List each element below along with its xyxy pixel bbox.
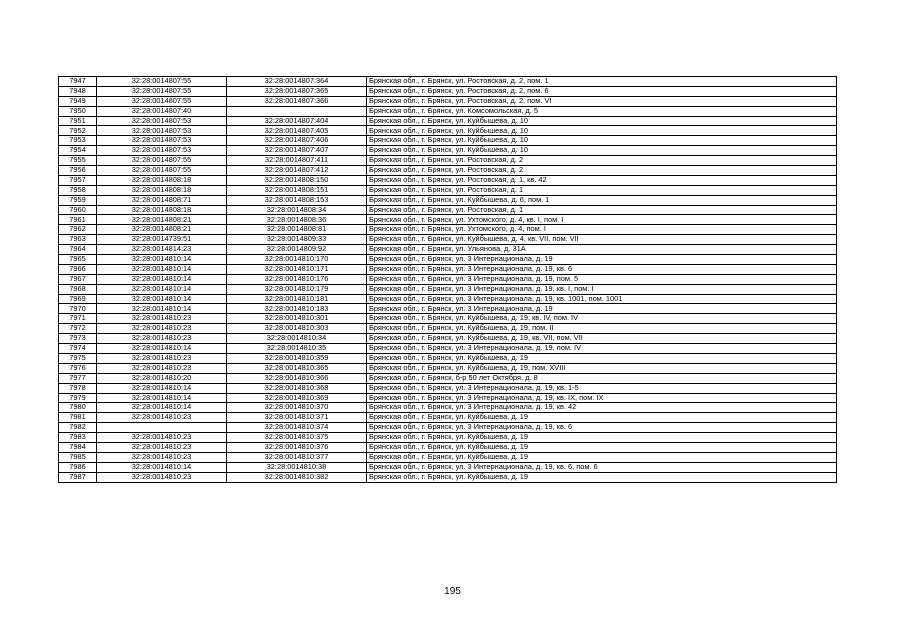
object-number-cell: 32:28:0014808:151 [227,185,367,195]
parcel-number-cell: 32:28:0014808:71 [97,195,227,205]
object-number-cell: 32:28:0014807:405 [227,126,367,136]
table-row [59,274,837,284]
address-cell: Брянская обл., г. Брянск, ул. Ростовская, д. 2 [367,156,837,166]
parcel-number-cell: 32:28:0014810:14 [97,383,227,393]
parcel-number-cell [97,423,227,433]
address-cell: Брянская обл., г. Брянск, ул. Куйбышева, д. 19, пом. II [367,324,837,334]
address-cell: Брянская обл., г. Брянск, ул. Куйбышева, д. 19 [367,452,837,462]
address-cell: Брянская обл., г. Брянск, ул. Ростовская, д. 2, пом. 6 [367,86,837,96]
parcel-number-cell: 32:28:0014810:23 [97,353,227,363]
table-row [59,86,837,96]
object-number-cell: 32:28:0014810:183 [227,304,367,314]
row-number-cell: 7970 [59,304,97,314]
row-number-cell: 7961 [59,215,97,225]
address-cell: Брянская обл., г. Брянск, ул. Ростовская, д. 2 [367,166,837,176]
row-number-cell: 7986 [59,462,97,472]
table-row [59,353,837,363]
row-number-cell: 7968 [59,284,97,294]
address-cell: Брянская обл., г. Брянск, ул. Ухтомского, д. 4, пом. I [367,225,837,235]
parcel-number-cell: 32:28:0014807:55 [97,156,227,166]
object-number-cell: 32:28:0014807:412 [227,166,367,176]
table-row [59,393,837,403]
parcel-number-cell: 32:28:0014810:14 [97,403,227,413]
table-row [59,264,837,274]
address-cell: Брянская обл., г. Брянск, ул. Куйбышева, д. 10 [367,116,837,126]
table-row [59,185,837,195]
table-row [59,255,837,265]
row-number-cell: 7952 [59,126,97,136]
row-number-cell: 7984 [59,442,97,452]
address-cell: Брянская обл., г. Брянск, ул. Куйбышева, д. 19 [367,433,837,443]
object-number-cell: 32:28:0014810:181 [227,294,367,304]
address-cell: Брянская обл., г. Брянск, ул. Комсомольская, д. 5 [367,106,837,116]
table-row [59,156,837,166]
row-number-cell: 7983 [59,433,97,443]
address-cell: Брянская обл., г. Брянск, ул. Куйбышева, д. 19 [367,413,837,423]
parcel-number-cell: 32:28:0014810:14 [97,274,227,284]
object-number-cell: 32:28:0014810:171 [227,264,367,274]
table-row [59,452,837,462]
parcel-number-cell: 32:28:0014810:23 [97,363,227,373]
object-number-cell: 32:28:0014810:368 [227,383,367,393]
parcel-number-cell: 32:28:0014810:23 [97,442,227,452]
row-number-cell: 7978 [59,383,97,393]
address-cell: Брянская обл., г. Брянск, ул. Ухтомского, д. 4, кв. I, пом. I [367,215,837,225]
address-cell: Брянская обл., г. Брянск, ул. 3 Интернационала, д. 19 [367,304,837,314]
object-number-cell: 32:28:0014807:411 [227,156,367,166]
object-number-cell: 32:28:0014810:170 [227,255,367,265]
table-row [59,166,837,176]
object-number-cell: 32:28:0014810:303 [227,324,367,334]
table-row [59,433,837,443]
row-number-cell: 7951 [59,116,97,126]
address-cell: Брянская обл., г. Брянск, ул. Куйбышева, д. 10 [367,136,837,146]
address-cell: Брянская обл., г. Брянск, ул. Куйбышева, д. 10 [367,146,837,156]
table-row [59,413,837,423]
table-row [59,363,837,373]
address-cell: Брянская обл., г. Брянск, ул. Ульянова, д. 31А [367,245,837,255]
table-row [59,245,837,255]
address-cell: Брянская обл., г. Брянск, ул. Ростовская, д. 2, пом. 1 [367,77,837,87]
table-row [59,106,837,116]
row-number-cell: 7985 [59,452,97,462]
address-cell: Брянская обл., г. Брянск, б-р 50 лет Октября, д. 8 [367,373,837,383]
table-row [59,126,837,136]
row-number-cell: 7953 [59,136,97,146]
table-row [59,235,837,245]
object-number-cell: 32:28:0014810:35 [227,344,367,354]
address-cell: Брянская обл., г. Брянск, ул. Куйбышева, д. 19, кв. VII, пом. VII [367,334,837,344]
parcel-number-cell: 32:28:0014810:20 [97,373,227,383]
row-number-cell: 7948 [59,86,97,96]
address-cell: Брянская обл., г. Брянск, ул. 3 Интернационала, д. 19, пом. 5 [367,274,837,284]
object-number-cell: 32:28:0014810:375 [227,433,367,443]
row-number-cell: 7972 [59,324,97,334]
object-number-cell: 32:28:0014810:374 [227,423,367,433]
row-number-cell: 7966 [59,264,97,274]
registry-table [58,76,837,483]
address-cell: Брянская обл., г. Брянск, ул. Куйбышева, д. 19 [367,442,837,452]
parcel-number-cell: 32:28:0014808:18 [97,205,227,215]
address-cell: Брянская обл., г. Брянск, ул. 3 Интернационала, д. 19 [367,255,837,265]
row-number-cell: 7967 [59,274,97,284]
table-row [59,77,837,87]
address-cell: Брянская обл., г. Брянск, ул. 3 Интернационала, д. 19, кв. I, пом. I [367,284,837,294]
object-number-cell: 32:28:0014810:301 [227,314,367,324]
address-cell: Брянская обл., г. Брянск, ул. Куйбышева, д. 10 [367,126,837,136]
object-number-cell: 32:28:0014807:407 [227,146,367,156]
object-number-cell: 32:28:0014810:359 [227,353,367,363]
object-number-cell: 32:28:0014810:369 [227,393,367,403]
address-cell: Брянская обл., г. Брянск, ул. Ростовская, д. 2, пом. VI [367,96,837,106]
object-number-cell: 32:28:0014807:404 [227,116,367,126]
address-cell: Брянская обл., г. Брянск, ул. Ростовская, д. 1 [367,185,837,195]
parcel-number-cell: 32:28:0014810:14 [97,264,227,274]
row-number-cell: 7981 [59,413,97,423]
table-row [59,314,837,324]
row-number-cell: 7958 [59,185,97,195]
parcel-number-cell: 32:28:0014739:51 [97,235,227,245]
address-cell: Брянская обл., г. Брянск, ул. 3 Интернационала, д. 19, кв. 6 [367,264,837,274]
table-row [59,304,837,314]
table-row [59,423,837,433]
address-cell: Брянская обл., г. Брянск, ул. Куйбышева, д. 6, пом. 1 [367,195,837,205]
object-number-cell: 32:28:0014808:150 [227,175,367,185]
parcel-number-cell: 32:28:0014810:14 [97,462,227,472]
row-number-cell: 7963 [59,235,97,245]
row-number-cell: 7956 [59,166,97,176]
object-number-cell: 32:28:0014807:406 [227,136,367,146]
row-number-cell: 7950 [59,106,97,116]
registry-table-body [59,77,837,483]
parcel-number-cell: 32:28:0014807:53 [97,146,227,156]
address-cell: Брянская обл., г. Брянск, ул. 3 Интернационала, д. 19, кв. IX, пом. IX [367,393,837,403]
parcel-number-cell: 32:28:0014810:14 [97,294,227,304]
parcel-number-cell: 32:28:0014807:53 [97,126,227,136]
parcel-number-cell: 32:28:0014814:23 [97,245,227,255]
parcel-number-cell: 32:28:0014810:14 [97,304,227,314]
object-number-cell: 32:28:0014809:33 [227,235,367,245]
row-number-cell: 7955 [59,156,97,166]
object-number-cell: 32:28:0014808:34 [227,205,367,215]
object-number-cell [227,106,367,116]
row-number-cell: 7965 [59,255,97,265]
parcel-number-cell: 32:28:0014807:55 [97,96,227,106]
row-number-cell: 7974 [59,344,97,354]
parcel-number-cell: 32:28:0014807:40 [97,106,227,116]
address-cell: Брянская обл., г. Брянск, ул. 3 Интернационала, д. 19, кв. 6 [367,423,837,433]
parcel-number-cell: 32:28:0014808:18 [97,185,227,195]
table-row [59,146,837,156]
parcel-number-cell: 32:28:0014807:55 [97,166,227,176]
parcel-number-cell: 32:28:0014808:21 [97,215,227,225]
parcel-number-cell: 32:28:0014808:21 [97,225,227,235]
object-number-cell: 32:28:0014807:364 [227,77,367,87]
parcel-number-cell: 32:28:0014810:23 [97,334,227,344]
object-number-cell: 32:28:0014807:365 [227,86,367,96]
table-row [59,116,837,126]
parcel-number-cell: 32:28:0014810:23 [97,472,227,482]
table-row [59,284,837,294]
object-number-cell: 32:28:0014810:176 [227,274,367,284]
parcel-number-cell: 32:28:0014807:53 [97,116,227,126]
page-number: 195 [444,586,461,597]
object-number-cell: 32:28:0014810:371 [227,413,367,423]
address-cell: Брянская обл., г. Брянск, ул. Ростовская, д. 1 [367,205,837,215]
address-cell: Брянская обл., г. Брянск, ул. 3 Интернационала, д. 19, кв. 42 [367,403,837,413]
address-cell: Брянская обл., г. Брянск, ул. Куйбышева, д. 19, кв. IV, пом. IV [367,314,837,324]
table-row [59,462,837,472]
table-row [59,175,837,185]
address-cell: Брянская обл., г. Брянск, ул. Куйбышева, д. 19 [367,472,837,482]
table-row [59,136,837,146]
row-number-cell: 7975 [59,353,97,363]
address-cell: Брянская обл., г. Брянск, ул. Куйбышева, д. 4, кв. VII, пом. VII [367,235,837,245]
parcel-number-cell: 32:28:0014810:23 [97,413,227,423]
table-row [59,334,837,344]
parcel-number-cell: 32:28:0014807:55 [97,86,227,96]
address-cell: Брянская обл., г. Брянск, ул. 3 Интернационала, д. 19, кв. 1-5 [367,383,837,393]
table-row [59,373,837,383]
object-number-cell: 32:28:0014810:377 [227,452,367,462]
object-number-cell: 32:28:0014808:36 [227,215,367,225]
row-number-cell: 7971 [59,314,97,324]
row-number-cell: 7962 [59,225,97,235]
table-row [59,96,837,106]
table-row [59,472,837,482]
object-number-cell: 32:28:0014810:376 [227,442,367,452]
object-number-cell: 32:28:0014810:366 [227,373,367,383]
row-number-cell: 7973 [59,334,97,344]
row-number-cell: 7969 [59,294,97,304]
row-number-cell: 7949 [59,96,97,106]
object-number-cell: 32:28:0014810:370 [227,403,367,413]
row-number-cell: 7979 [59,393,97,403]
parcel-number-cell: 32:28:0014810:23 [97,314,227,324]
parcel-number-cell: 32:28:0014807:53 [97,136,227,146]
table-row [59,383,837,393]
parcel-number-cell: 32:28:0014810:23 [97,324,227,334]
parcel-number-cell: 32:28:0014810:14 [97,255,227,265]
table-row [59,195,837,205]
parcel-number-cell: 32:28:0014808:18 [97,175,227,185]
row-number-cell: 7960 [59,205,97,215]
row-number-cell: 7947 [59,77,97,87]
object-number-cell: 32:28:0014810:34 [227,334,367,344]
object-number-cell: 32:28:0014808:153 [227,195,367,205]
table-row [59,324,837,334]
table-row [59,215,837,225]
row-number-cell: 7980 [59,403,97,413]
row-number-cell: 7959 [59,195,97,205]
parcel-number-cell: 32:28:0014810:14 [97,284,227,294]
address-cell: Брянская обл., г. Брянск, ул. 3 Интернационала, д. 19, пом. IV [367,344,837,354]
table-row [59,225,837,235]
parcel-number-cell: 32:28:0014810:14 [97,344,227,354]
row-number-cell: 7987 [59,472,97,482]
parcel-number-cell: 32:28:0014810:23 [97,452,227,462]
object-number-cell: 32:28:0014810:365 [227,363,367,373]
object-number-cell: 32:28:0014810:179 [227,284,367,294]
table-row [59,294,837,304]
object-number-cell: 32:28:0014810:38 [227,462,367,472]
row-number-cell: 7957 [59,175,97,185]
table-row [59,205,837,215]
object-number-cell: 32:28:0014810:382 [227,472,367,482]
row-number-cell: 7977 [59,373,97,383]
row-number-cell: 7982 [59,423,97,433]
address-cell: Брянская обл., г. Брянск, ул. Куйбышева, д. 19, пом. XVIII [367,363,837,373]
address-cell: Брянская обл., г. Брянск, ул. Куйбышева, д. 19 [367,353,837,363]
row-number-cell: 7964 [59,245,97,255]
row-number-cell: 7976 [59,363,97,373]
row-number-cell: 7954 [59,146,97,156]
table-row [59,344,837,354]
object-number-cell: 32:28:0014807:366 [227,96,367,106]
parcel-number-cell: 32:28:0014810:23 [97,433,227,443]
object-number-cell: 32:28:0014809:92 [227,245,367,255]
object-number-cell: 32:28:0014808:81 [227,225,367,235]
table-row [59,442,837,452]
table-row [59,403,837,413]
parcel-number-cell: 32:28:0014807:55 [97,77,227,87]
address-cell: Брянская обл., г. Брянск, ул. 3 Интернационала, д. 19, кв. 6, пом. 6 [367,462,837,472]
address-cell: Брянская обл., г. Брянск, ул. 3 Интернационала, д. 19, кв. 1001, пом. 1001 [367,294,837,304]
parcel-number-cell: 32:28:0014810:14 [97,393,227,403]
address-cell: Брянская обл., г. Брянск, ул. Ростовская, д. 1, кв. 42 [367,175,837,185]
